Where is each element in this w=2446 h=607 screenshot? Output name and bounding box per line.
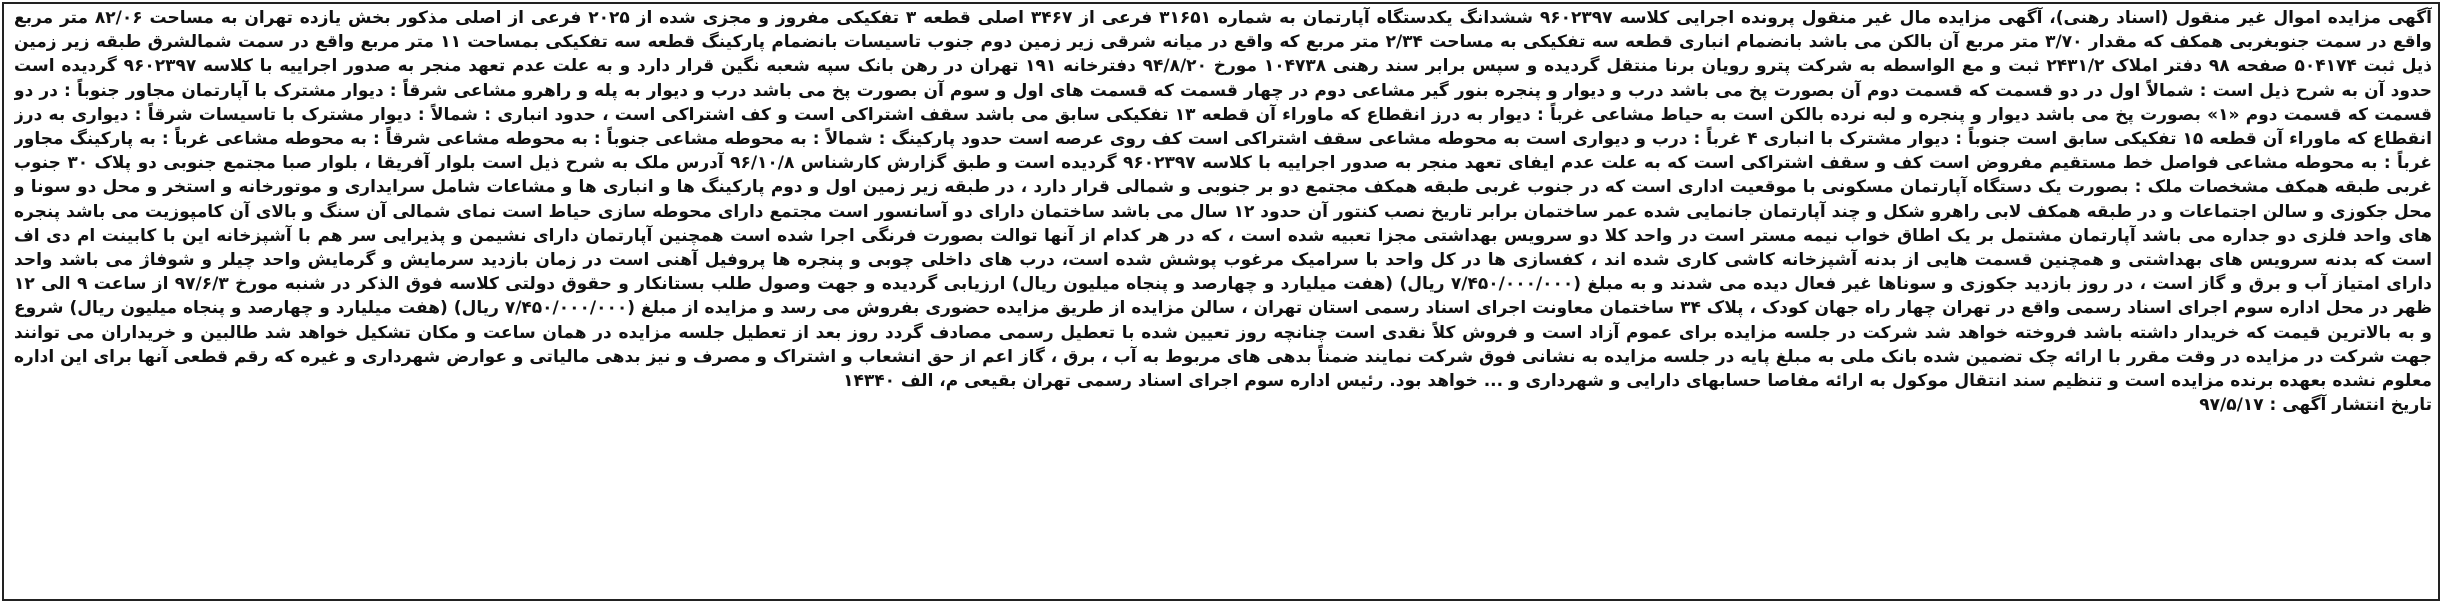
notice-body-text: آگهی مزایده اموال غیر منقول (اسناد رهنی)، آگهی مزایده مال غیر منقول پرونده اجرایی کلاسه ۹۶۰۲۳۹۷ ششدانگ یکدستگاه آپارتمان به شماره ۳۱۶۵۱ فرعی از ۳۴۶۷ اصلی قطعه ۳ تفکیکی مفروز و مجزی شده از ۲۰۲۵ فرعی از اصلی مذکور بخش یازده تهران به مساحت ۸۲/۰۶ متر مربع واقع در سمت جنوبغربی همکف که مقدار ۳/۷۰ متر مربع آن بالکن می باشد بانضمام انباری قطعه سه تفکیکی به مساحت ۲/۳۴ متر مربع که واقع در میانه شرقی زیر زمین دوم جنوب تاسیسات بانضمام پارکینگ قطعه سه تفکیکی بمساحت ۱۱ متر مربع واقع در سمت شمالشرق طبقه زیر زمین ذیل ثبت ۵۰۴۱۷۴ صفحه ۹۸ دفتر املاک ۲۴۳۱/۲ ثبت و مع الواسطه به شرکت پترو رویان برنا منتقل گردیده و سپس برابر سند رهنی ۱۰۴۷۳۸ مورخ ۹۴/۸/۲۰ دفترخانه ۱۹۱ تهران در رهن بانک سپه شعبه نگین قرار دارد و به علت عدم تعهد منجر به صدور اجراییه با کلاسه ۹۶۰۲۳۹۷ گردیده است حدود آن به شرح ذیل است : شمالاً اول در دو قسمت که قسمت دوم آن بصورت پخ می باشد درب و دیوار و پنجره بنور گیر مشاعی دوم در چهار قسمت که قسمت های اول و سوم آن بصورت پخ می باشد درب و دیوار به پله و راهرو مشاعی شرقاً : دیوار مشترک با آپارتمان مجاور جنوباً : در دو قسمت که قسمت دوم «۱» بصورت پخ می باشد دیوار و پنجره و لبه نرده بالکن است به حیاط مشاعی غرباً : دیوار به درز انقطاع که ماوراء آن قطعه ۱۳ تفکیکی سابق می باشد سقف اشتراکی است و کف اشتراکی است ، حدود انباری : شمالاً : دیوار مشترک با تاسیسات شرقاً : دیواری به درز انقطاع که ماوراء آن قطعه ۱۵ تفکیکی سابق است جنوباً : دیوار مشترک با انباری ۴ غرباً : درب و دیواری است به محوطه مشاعی سقف اشتراکی است کف روی عرصه است حدود پارکینگ : شمالاً : به محوطه مشاعی جنوباً : به محوطه مشاعی شرقاً : به محوطه مشاعی غرباً : به پارکینگ مجاور غرباً : به محوطه مشاعی فواصل خط مستقیم مفروض است کف و سقف اشتراکی است که به علت عدم ایفای تعهد منجر به صدور اجراییه با کلاسه ۹۶۰۲۳۹۷ گردیده است و طبق گزارش کارشناس ۹۶/۱۰/۸ آدرس ملک به شرح ذیل است بلوار آفریقا ، بلوار صبا مجتمع جنوبی دو پلاک ۳۰ جنوب غربی طبقه همکف مشخصات ملک : بصورت یک دستگاه آپارتمان مسکونی با موقعیت اداری است که در جنوب غربی طبقه همکف مجتمع دو بر جنوبی و شمالی قرار دارد ، در طبقه زیر زمین اول و دوم پارکینگ ها و انباری ها و مشاعات شامل سرایداری و موتورخانه و استخر و محل دو سونا و محل جکوزی و سالن اجتماعات و در طبقه همکف لابی راهرو شکل و چند آپارتمان جانمایی شده عمر ساختمان برابر تاریخ نصب کنتور آن حدود ۱۲ سال می باشد ساختمان دارای دو آسانسور است مجتمع دارای محوطه سازی حیاط است نمای شمالی آن سنگ و بالای آن کامپوزیت می باشد پنجره های واحد فلزی دو جداره می باشد آپارتمان مشتمل بر یک اطاق خواب نیمه مستر است در واحد کلا دو سرویس بهداشتی مجزا تعبیه شده است ، که در هر کدام از آنها توالت بصورت فرنگی اجرا شده است همچنین آپارتمان دارای نشیمن و پذیرایی سر هم با آشپزخانه این با کابینت ام دی اف است که بدنه سرویس های بهداشتی و همچنین قسمت هایی از بدنه آشپزخانه کاشی کاری شده اند ، کفسازی ها در کل واحد با سرامیک مرغوب پوشش شده است، درب های داخلی چوبی و پنجره ها پروفیل آهنی است در زمان بازدید سرمایش و گرمایش واحد چیلر و شوفاژ می باشد واحد دارای امتیاز آب و برق و گاز است ، در روز بازدید جکوزی و سوناها غیر فعال دیده می شدند و به مبلغ (۷/۴۵۰/۰۰۰/۰۰۰ ریال) (هفت میلیارد و چهارصد و پنجاه میلیون ریال) ارزیابی گردیده و جهت وصول طلب بستانکار و حقوق دولتی کلاسه فوق الذکر در شنبه مورخ ۹۷/۶/۳ از ساعت ۹ الی ۱۲ ظهر در محل اداره سوم اجرای اسناد رسمی واقع در تهران چهار راه جهان کودک ، پلاک ۳۴ ساختمان معاونت اجرای اسناد رسمی استان تهران ، سالن مزایده از طریق مزایده حضوری بفروش می رسد و مزایده از مبلغ (۷/۴۵۰/۰۰۰/۰۰۰ ریال) (هفت میلیارد و چهارصد و پنجاه میلیون ریال) شروع و به بالاترین قیمت که خریدار داشته باشد فروخته خواهد شد شرکت در جلسه مزایده برای عموم آزاد است و فروش کلاً نقدی است چنانچه روز تعیین شده با تعطیل رسمی مصادف گردد روز بعد از تعطیل جلسه مزایده در همان ساعت و مکان تشکیل خواهد شد طالبین و خریداران می توانند جهت شرکت در مزایده در وقت مقرر با ارائه چک تضمین شده بانک ملی به مبلغ پایه در جلسه مزایده به نشانی فوق شرکت نمایند ضمناً بدهی های مربوط به آب ، برق ، گاز اعم از حق انشعاب و اشتراک و مصرف و نیز بدهی مالیاتی و عوارض شهرداری و غیره که رقم قطعی آنها برای این اداره معلوم نشده بعهده برنده مزایده است و تنظیم سند انتقال موکول به ارائه مفاصا حسابهای دارایی و شهرداری و ... خواهد بود. رئیس اداره سوم اجرای اسناد رسمی تهران بقیعی م، الف ۱۴۳۴۰ bbox=[14, 8, 2432, 392]
auction-notice bbox=[14, 6, 2432, 602]
publication-date: تاریخ انتشار آگهی : ۹۷/۵/۱۷ bbox=[2199, 395, 2432, 416]
